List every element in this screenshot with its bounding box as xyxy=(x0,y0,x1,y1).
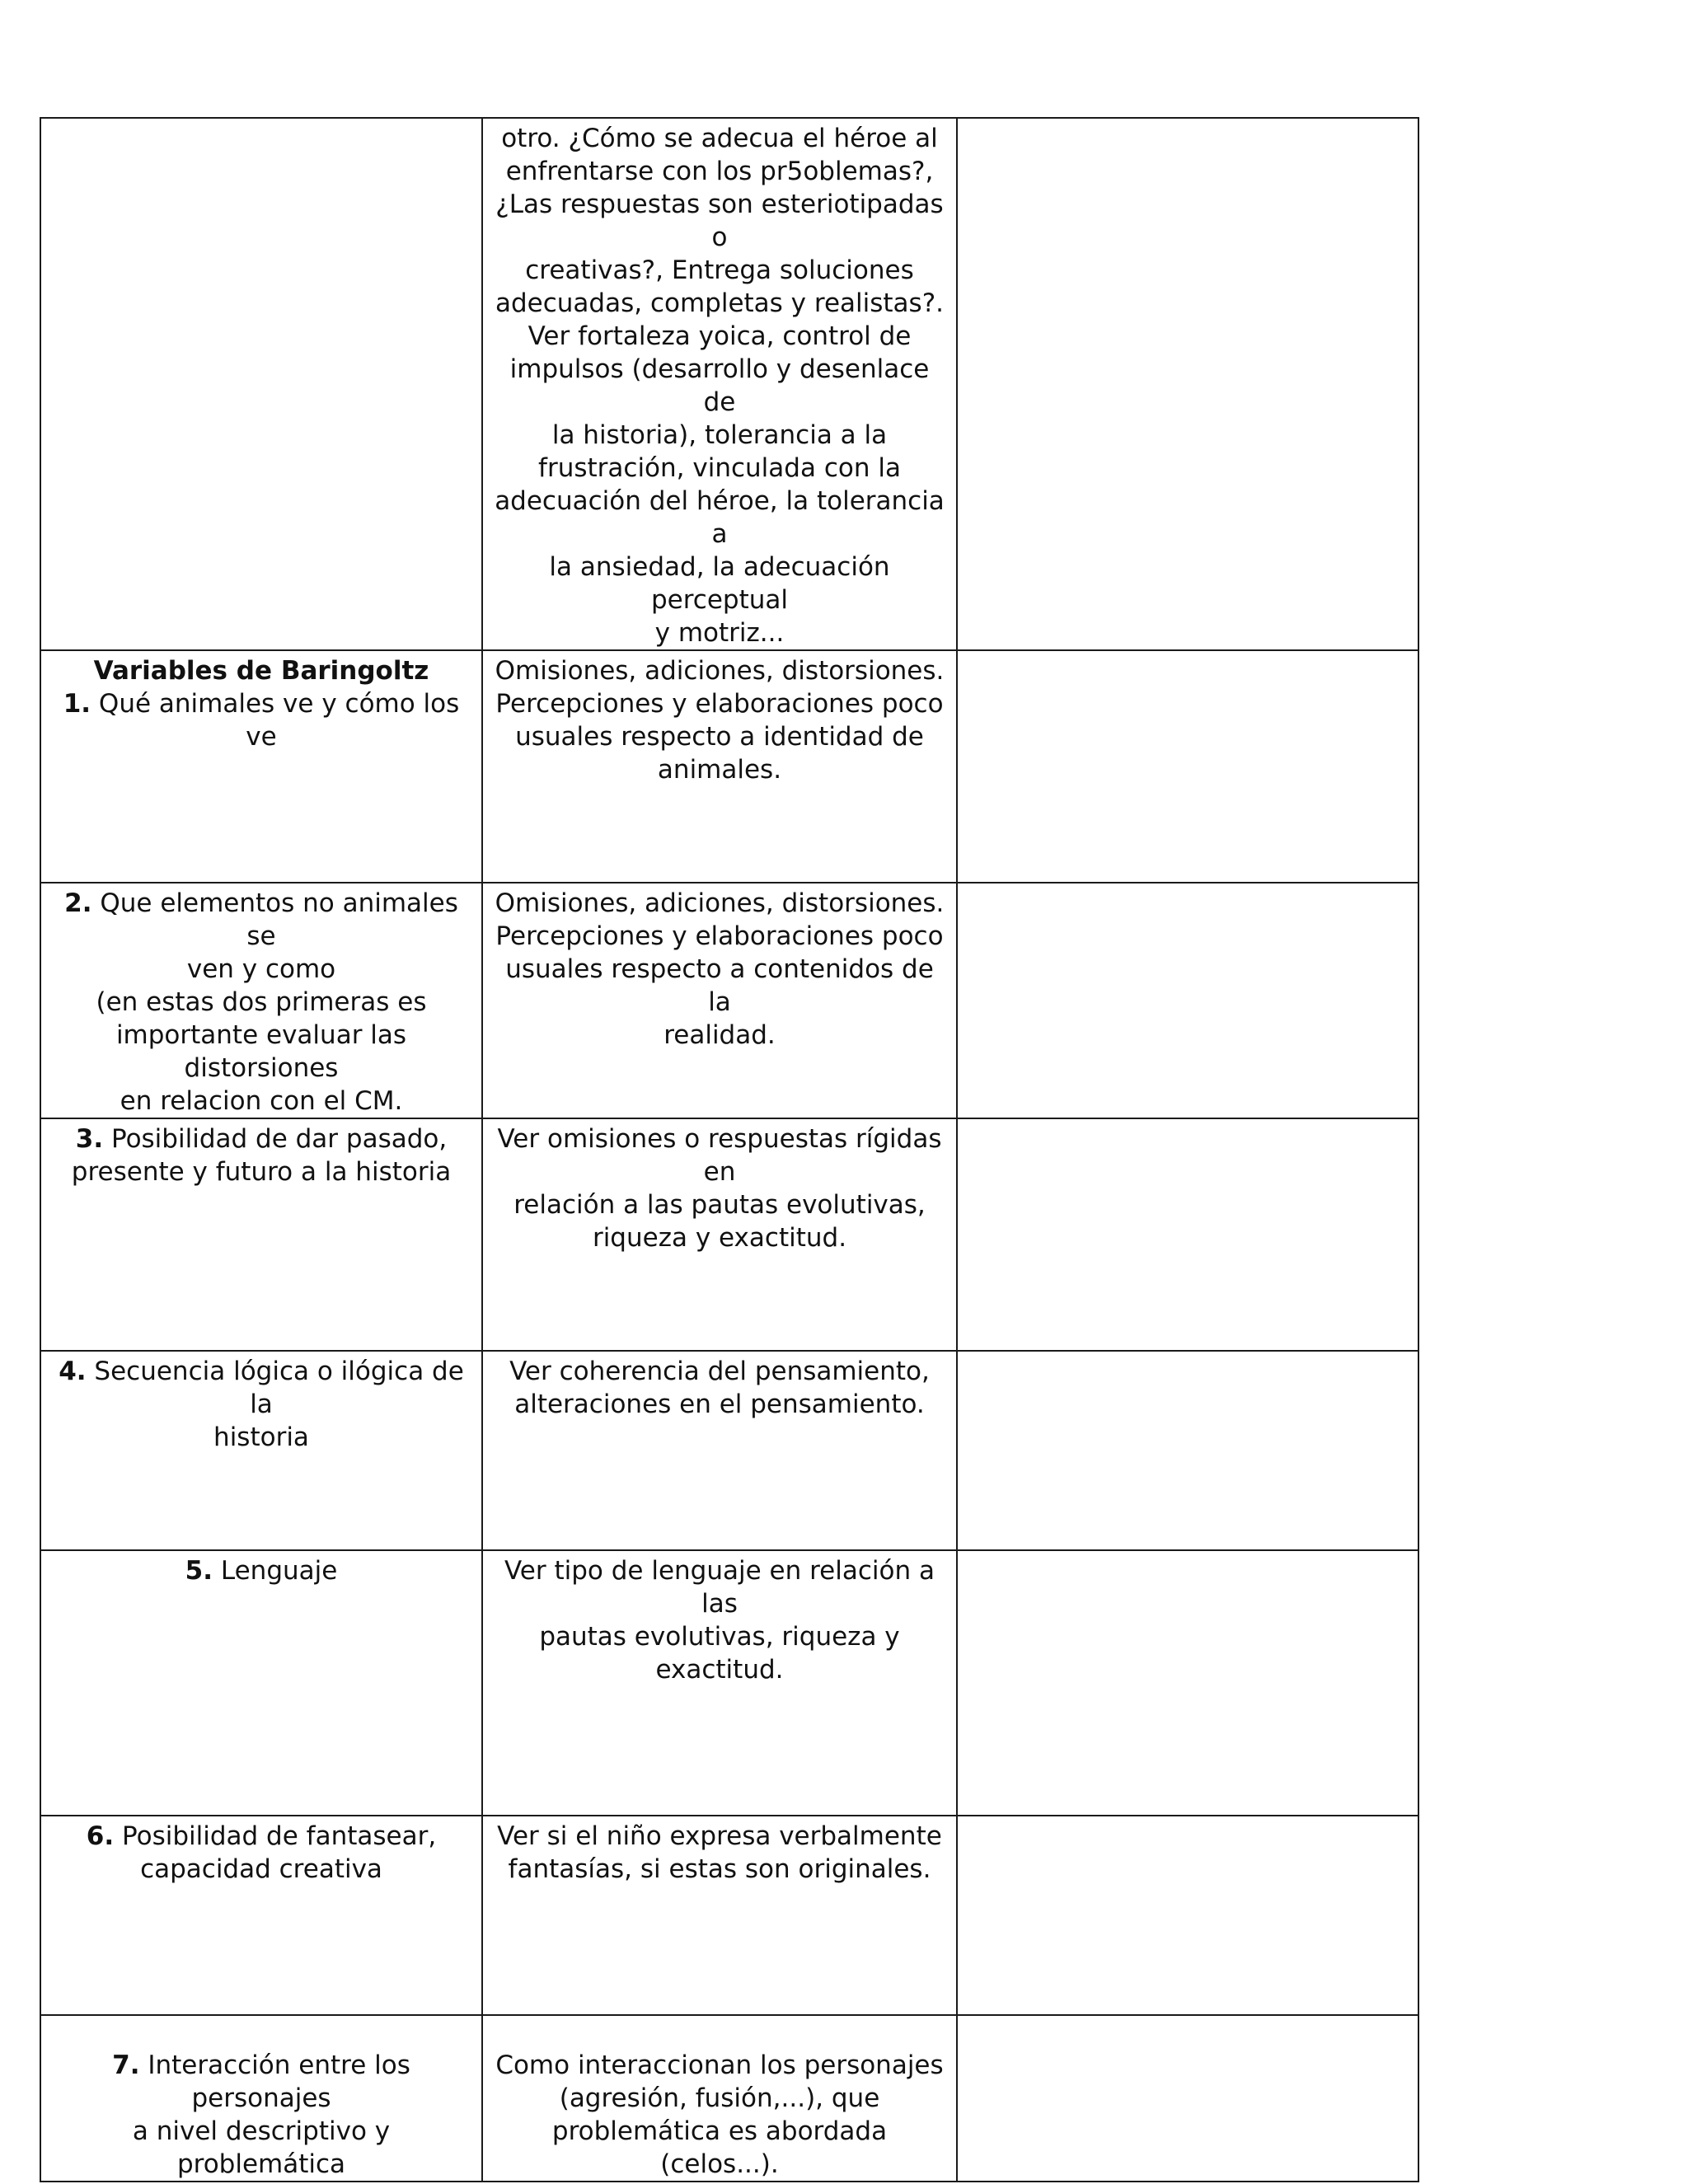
variable-number: 3. xyxy=(75,1124,104,1154)
description-line: Ver omisiones o respuestas rígidas en xyxy=(497,1124,942,1187)
variable-text: Lenguaje xyxy=(213,1556,338,1586)
notes-cell xyxy=(957,1550,1418,1816)
table-row xyxy=(40,118,1418,650)
description-cell xyxy=(482,1118,957,1351)
variable-text: Secuencia lógica o ilógica de la xyxy=(86,1357,464,1419)
variable-cell xyxy=(40,1118,482,1351)
description-line: ¿Las respuestas son esteriotipadas o xyxy=(495,190,944,252)
variable-line: importante evaluar las distorsiones xyxy=(115,1020,407,1083)
description-line: Ver tipo de lenguaje en relación a las xyxy=(504,1556,935,1619)
description-line: usuales respecto a contenidos de la xyxy=(505,954,934,1017)
description-line: Ver coherencia del pensamiento, xyxy=(509,1357,930,1386)
variable-number: 1. xyxy=(63,689,91,719)
variable-line: (en estas dos primeras es xyxy=(96,987,427,1017)
description-line: Omisiones, adiciones, distorsiones. xyxy=(495,888,945,918)
description-line: Percepciones y elaboraciones poco xyxy=(495,921,944,951)
description-cell xyxy=(482,118,957,650)
description-line: la ansiedad, la adecuación perceptual xyxy=(549,552,890,615)
description-line: Omisiones, adiciones, distorsiones. xyxy=(495,656,945,686)
description-line: relación a las pautas evolutivas, xyxy=(513,1190,926,1220)
table-row xyxy=(40,2015,1418,2182)
description-line: Ver fortaleza yoica, control de xyxy=(528,321,912,351)
description-cell xyxy=(482,883,957,1118)
description-line: Ver si el niño expresa verbalmente xyxy=(497,1821,942,1851)
description-cell xyxy=(482,2015,957,2182)
description-cell xyxy=(482,1550,957,1816)
variable-number: 6. xyxy=(86,1821,115,1851)
notes-cell xyxy=(957,883,1418,1118)
variable-line: historia xyxy=(213,1422,309,1452)
description-line: (agresión, fusión,...), que xyxy=(559,2083,880,2113)
notes-cell xyxy=(957,118,1418,650)
variable-text: Posibilidad de fantasear, xyxy=(114,1821,437,1851)
description-cell xyxy=(482,1351,957,1550)
variable-line xyxy=(49,887,473,953)
variable-line xyxy=(49,1554,473,1587)
evaluation-table xyxy=(40,117,1419,2182)
description-cell xyxy=(482,650,957,883)
description-line: pautas evolutivas, riqueza y xyxy=(539,1622,900,1652)
variable-number: 5. xyxy=(185,1556,213,1586)
description-line: Como interaccionan los personajes xyxy=(495,2050,944,2080)
variable-line xyxy=(49,2049,473,2115)
description-line: y motriz... xyxy=(654,618,785,648)
description-line: adecuación del héroe, la tolerancia a xyxy=(495,486,945,549)
table-row xyxy=(40,1816,1418,2015)
description-line: usuales respecto a identidad de xyxy=(515,722,924,752)
table-row xyxy=(40,883,1418,1118)
variable-line xyxy=(49,1122,473,1155)
description-line: Percepciones y elaboraciones poco xyxy=(495,689,944,719)
variable-cell xyxy=(40,650,482,883)
variable-number: 2. xyxy=(64,888,92,918)
variable-line xyxy=(49,687,473,753)
table-row xyxy=(40,650,1418,883)
variable-line: a nivel descriptivo y problemática xyxy=(132,2116,391,2179)
variable-text: Qué animales ve y cómo los ve xyxy=(91,689,460,752)
description-line: exactitud. xyxy=(655,1655,784,1685)
description-line: impulsos (desarrollo y desenlace de xyxy=(509,354,930,417)
variable-cell xyxy=(40,118,482,650)
description-line: realidad. xyxy=(663,1020,776,1050)
description-line: fantasías, si estas son originales. xyxy=(508,1854,931,1884)
description-line: otro. ¿Cómo se adecua el héroe al xyxy=(501,124,938,153)
variable-cell xyxy=(40,1550,482,1816)
description-line: enfrentarse con los pr5oblemas?, xyxy=(505,157,934,186)
description-line: problemática es abordada (celos...). xyxy=(551,2116,888,2179)
table-row xyxy=(40,1351,1418,1550)
description-cell xyxy=(482,1816,957,2015)
variable-line: capacidad creativa xyxy=(140,1854,382,1884)
description-line: la historia), tolerancia a la xyxy=(551,420,888,450)
description-line: creativas?, Entrega soluciones xyxy=(525,255,914,285)
variable-cell xyxy=(40,2015,482,2182)
variable-text: Que elementos no animales se xyxy=(91,888,458,951)
description-line: riqueza y exactitud. xyxy=(592,1223,847,1253)
section-title: Variables de Baringoltz xyxy=(93,656,429,686)
notes-cell xyxy=(957,1816,1418,2015)
variable-text: Posibilidad de dar pasado, xyxy=(103,1124,448,1154)
table-row xyxy=(40,1550,1418,1816)
description-line: animales. xyxy=(657,755,782,785)
notes-cell xyxy=(957,1118,1418,1351)
variable-cell xyxy=(40,1816,482,2015)
variable-line xyxy=(49,1355,473,1421)
variable-line: en relacion con el CM. xyxy=(120,1086,403,1116)
variable-line: ven y como xyxy=(186,954,336,984)
description-line: alteraciones en el pensamiento. xyxy=(514,1390,925,1419)
variable-cell xyxy=(40,883,482,1118)
variable-line xyxy=(49,1820,473,1853)
notes-cell xyxy=(957,1351,1418,1550)
variable-text: Interacción entre los personajes xyxy=(139,2050,410,2113)
variable-cell xyxy=(40,1351,482,1550)
table-row xyxy=(40,1118,1418,1351)
description-line: adecuadas, completas y realistas?. xyxy=(495,288,944,318)
variable-line: presente y futuro a la historia xyxy=(71,1157,452,1187)
notes-cell xyxy=(957,650,1418,883)
variable-number: 4. xyxy=(59,1357,87,1386)
variable-number: 7. xyxy=(112,2050,140,2080)
description-line: frustración, vinculada con la xyxy=(538,453,901,483)
notes-cell xyxy=(957,2015,1418,2182)
